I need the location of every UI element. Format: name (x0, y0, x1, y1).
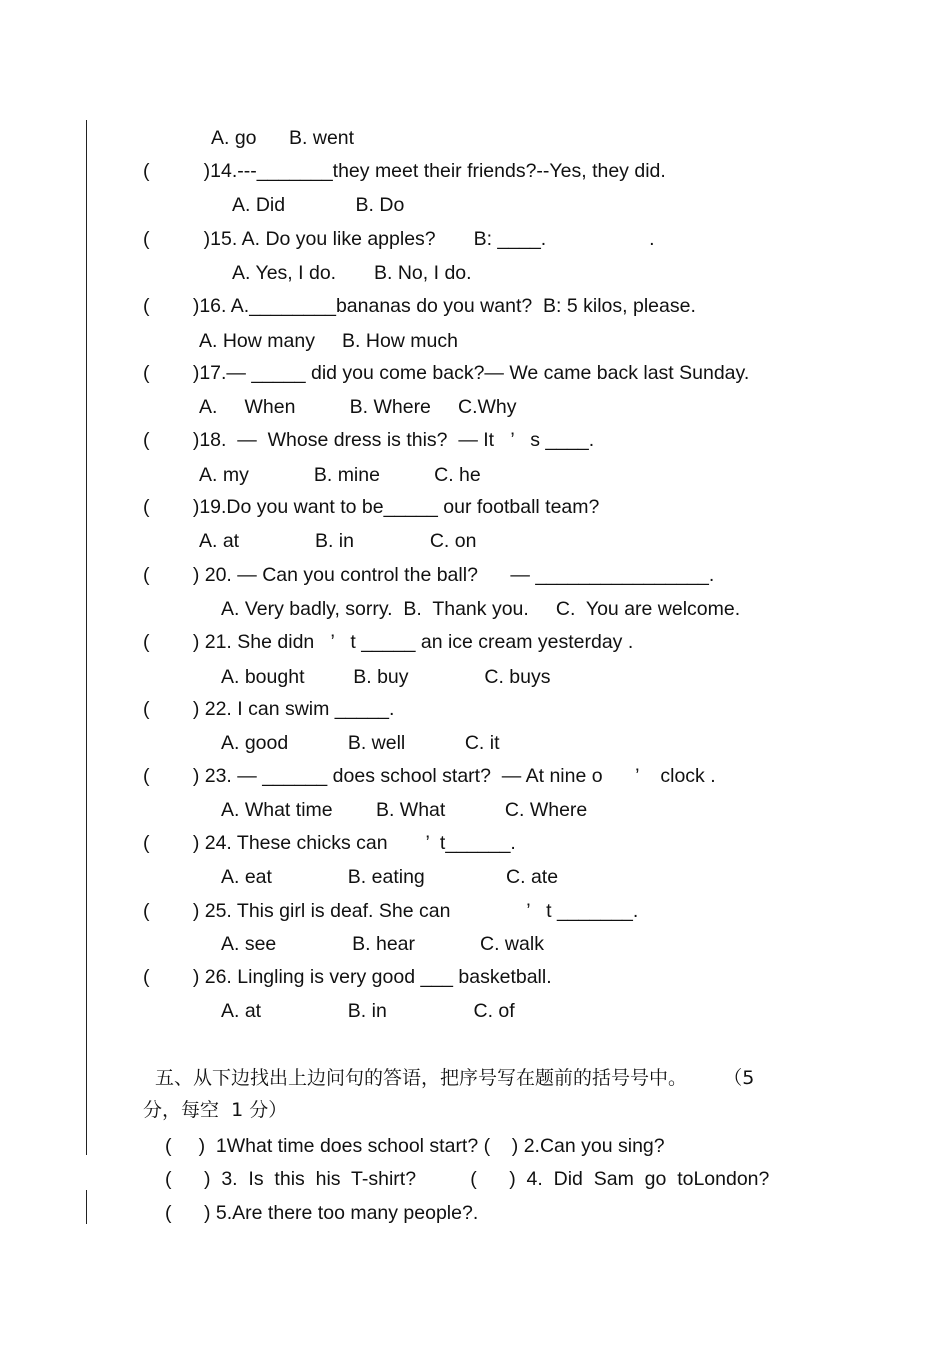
question-19: ( )19.Do you want to be_____ our football team? (143, 496, 600, 518)
q23-options: A. What time B. What C. Where (221, 799, 588, 821)
q21-options: A. bought B. buy C. buys (221, 666, 551, 688)
q24-options: A. eat B. eating C. ate (221, 866, 559, 888)
section-5-q5: ( ) 5.Are there too many people?. (165, 1202, 479, 1224)
question-20: ( ) 20. — Can you control the ball? — ________________. (143, 564, 715, 586)
q16-options: A. How many B. How much (199, 330, 458, 352)
section-5-points: 分，每空 1 分） (143, 1099, 288, 1121)
question-16: ( )16. A.________bananas do you want? B: 5 kilos, please. (143, 295, 696, 317)
question-14: ( )14.---_______they meet their friends?--Yes, they did. (143, 160, 666, 182)
margin-line-top (86, 120, 87, 1155)
question-21: ( ) 21. She didn ’ t _____ an ice cream yesterday . (143, 631, 634, 653)
question-18: ( )18. — Whose dress is this? — It ’ s ____. (143, 429, 595, 451)
q25-options: A. see B. hear C. walk (221, 933, 544, 955)
section-5-q1-q2: ( ) 1What time does school start? ( ) 2.Can you sing? (165, 1135, 665, 1157)
question-23: ( ) 23. — ______ does school start? — At nine o ’ clock . (143, 765, 716, 787)
section-5-q3-q4: ( ) 3. Is this his T-shirt? ( ) 4. Did Sam go toLondon? (165, 1168, 770, 1190)
q13-options: A. go B. went (211, 127, 355, 149)
margin-line-bottom (86, 1190, 87, 1224)
question-26: ( ) 26. Lingling is very good ___ basketball. (143, 966, 552, 988)
q17-options: A. When B. Where C.Why (199, 396, 517, 418)
section-5-heading: 五、从下边找出上边问句的答语，把序号写在题前的括号号中。 （5 (155, 1067, 755, 1089)
question-25: ( ) 25. This girl is deaf. She can ’ t _______. (143, 900, 639, 922)
q18-options: A. my B. mine C. he (199, 464, 481, 486)
q14-options: A. Did B. Do (232, 194, 405, 216)
q22-options: A. good B. well C. it (221, 732, 500, 754)
question-24: ( ) 24. These chicks can ’ t______. (143, 832, 516, 854)
q26-options: A. at B. in C. of (221, 1000, 515, 1022)
q20-options: A. Very badly, sorry. B. Thank you. C. You are welcome. (221, 598, 741, 620)
q19-options: A. at B. in C. on (199, 530, 477, 552)
question-15: ( )15. A. Do you like apples? B: ____. . (143, 228, 655, 250)
question-22: ( ) 22. I can swim _____. (143, 698, 395, 720)
q15-options: A. Yes, I do. B. No, I do. (232, 262, 472, 284)
question-17: ( )17.— _____ did you come back?— We came back last Sunday. (143, 362, 750, 384)
